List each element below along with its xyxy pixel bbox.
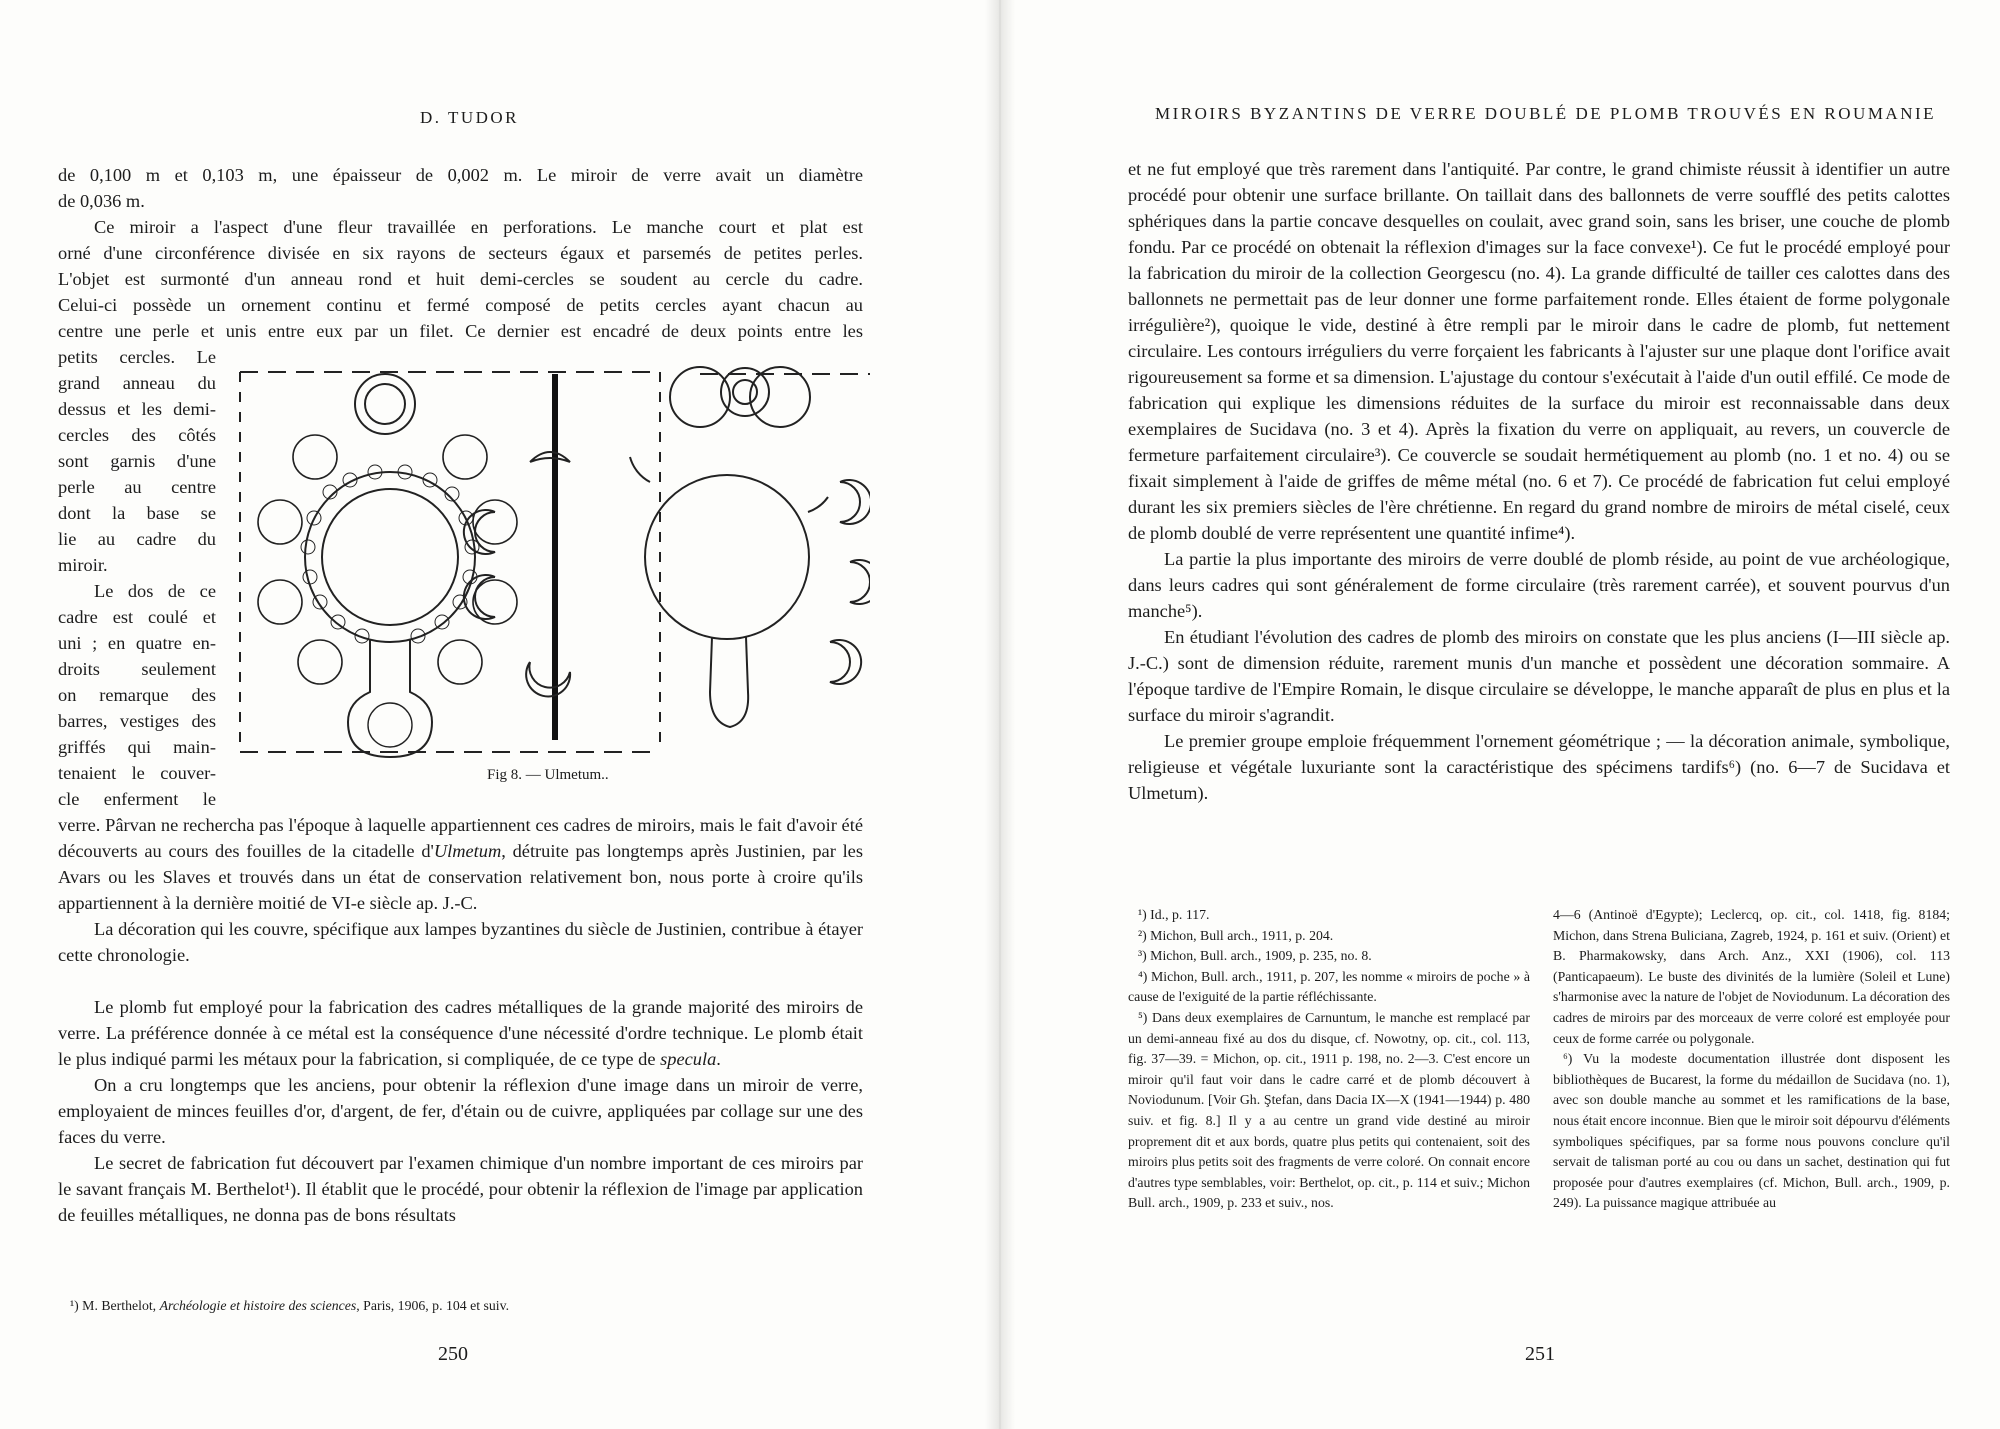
footnotes-column-2: [1553, 905, 1950, 1214]
paragraph: [58, 994, 863, 1072]
footnote: ⁵) Dans deux exemplaires de Carnuntum, le manche est remplacé par un demi-anneau fixé au dos du disque, cf. Nowotny, op. cit., col. 113, fig. 37—39. = Michon, op. cit., 1911 p. 198, no. 2—3. C'est encore un miroir qu'il faut voir dans le cadre carré et de plomb découvert à Noviodunum. [Voir Gh. Ştefan, dans Dacia IX—X (1941—1944) p. 480 suiv. et fig. 8.] Il y a au centre un grand vide destiné au miroir proprement dit et aux bords, quatre plus petits qui contenaient, soit des miroirs plus petits soit des fragments de verre coloré. On connait encore d'autres type semblables, voir: Berthelot, op. cit., p. 114 et suiv.; Michon Bull. arch., 1909, p. 233 et suiv., nos.: [1128, 1009, 1530, 1211]
text-line: cle enferment le: [58, 789, 216, 809]
text-line: barres, vestiges des: [58, 711, 216, 731]
text-span: .: [716, 1049, 721, 1069]
text-line: droits seulement: [58, 659, 216, 679]
right-page: [1010, 0, 2000, 1429]
body-text: [1128, 156, 1950, 806]
text-line: on remarque des: [58, 685, 216, 705]
text-line: dont la base se: [58, 503, 216, 523]
mirror-figure: [230, 362, 870, 762]
footnotes-column-1: [1128, 905, 1530, 1214]
paragraph: [58, 812, 863, 916]
paragraph: La partie la plus importante des miroirs de verre doublé de plomb réside, au point de vue archéologique, dans leurs cadres qui sont généralement de forme circulaire (très rarement carrée), et souvent pourvus d'un manche⁵).: [1128, 549, 1950, 621]
running-header: D. TUDOR: [420, 108, 520, 127]
paragraph: La décoration qui les couvre, spécifique aux lampes byzantines du siècle de Justinien, contribue à étayer cette chronologie.: [58, 919, 863, 965]
text-line: lie au cadre du: [58, 529, 216, 549]
text-line: centre une perle et unis entre eux par un filet. Ce dernier est encadré de deux points entre les: [58, 321, 863, 341]
page-number: 250: [438, 1343, 468, 1365]
paragraph: On a cru longtemps que les anciens, pour obtenir la réflexion d'une image dans un miroir de verre, employaient de minces feuilles d'or, d'argent, de fer, d'étain ou de cuivre, appliquées par collage sur une des faces du verre.: [58, 1075, 863, 1147]
text-line: orné d'une circonférence divisée en six rayons de secteurs égaux et parsemés de petites perles.: [58, 243, 863, 263]
text-line: L'objet est surmonté d'un anneau rond et huit demi-cercles se soudent au cercle du cadre.: [58, 269, 863, 289]
italic-span: Ulmetum: [433, 841, 502, 861]
text-line: cercles des côtés: [58, 425, 216, 445]
page-number: 251: [1525, 1343, 1555, 1365]
paragraph: En étudiant l'évolution des cadres de plomb des miroirs on constate que les plus anciens (I—III siècle ap. J.-C.) sont de dimension réduite, rarement munis d'un manche et possèdent une décoration sommaire. A l'époque tardive de l'Empire Romain, le disque circulaire se développe, le manche apparaît de plus en plus et la surface du miroir s'agrandit.: [1128, 627, 1950, 725]
footnote: ¹) Id., p. 117.: [1138, 907, 1210, 922]
mirror-back: [464, 367, 870, 727]
text-span: Le plomb fut employé pour la fabrication des cadres métalliques de la grande majorité des miroirs de verre. La préférence donnée à ce métal est la conséquence d'une nécessité d'ordre technique. Le plomb était le plus indiqué parmi les métaux pour la fabrication, si compliquée, de ce type de: [58, 997, 863, 1069]
footnote: 4—6 (Antinoë d'Egypte); Leclercq, op. cit., col. 1418, fig. 8184; Michon, dans Strena Buliciana, Zagreb, 1924, p. 161 et suiv. (Orient) et B. Pharmakowsky, dans Arch. Anz., XXI (1906), col. 113 (Panticapaeum). Le buste des divinités de la lumière (Soleil et Lune) s'harmonise avec la nature de l'objet de Noviodunum. La décoration des cadres de miroirs par des morceaux de verre coloré est employée pour ceux de forme carrée ou polygonale.: [1553, 907, 1950, 1046]
text-line: griffés qui main-: [58, 737, 216, 757]
scale-bar: [552, 374, 558, 740]
opening-lines: [58, 162, 863, 214]
text-line: miroir.: [58, 555, 108, 575]
paragraph: [58, 214, 863, 344]
narrow-column: [58, 344, 216, 812]
footnote: ⁶) Vu la modeste documentation illustrée dont disposent les bibliothèques de Bucarest, la forme du médaillon de Sucidava (no. 1), avec son double manche au sommet et les ramifications de la base, nous était encore inconnue. Bien que le miroir soit dépourvu d'éléments symboliques spécifiques, par sa forme nous pouvons conclure qu'il servait de talisman porté au cou ou dans un sachet, destination qui fut proposée pour d'autres exemplaires (cf. Michon, Bull. arch., 1909, p. 249). La puissance magique attribuée au: [1553, 1051, 1950, 1211]
text-span: , Paris, 1906, p. 104 et suiv.: [356, 1298, 510, 1313]
paragraph: Le premier groupe emploie fréquemment l'ornement géométrique ; — la décoration animale, symbolique, religieuse et végétale luxuriante sont la caractéristique des spécimens tardifs⁶) (no. 6—7 de Sucidava et Ulmetum).: [1128, 731, 1950, 803]
body-lower: [58, 812, 863, 1228]
text-span: ¹) M. Berthelot,: [70, 1298, 160, 1313]
figure-caption: Fig 8. — Ulmetum..: [487, 767, 609, 783]
footnote: ³) Michon, Bull. arch., 1909, p. 235, no. 8.: [1138, 948, 1372, 964]
text-line: Le dos de ce: [94, 581, 216, 601]
text-line: de 0,036 m.: [58, 191, 145, 211]
text-line: cadre est coulé et: [58, 607, 216, 627]
paragraph: et ne fut employé que très rarement dans l'antiquité. Par contre, le grand chimiste réussit à identifier un autre procédé pour obtenir une surface brillante. On taillait dans des ballonnets de verre soufflé des petits calottes sphériques dans la partie concave desquelles on coulait, avec grand soin, sans les briser, une couche de plomb fondu. Par ce procédé on obtenait la réflexion d'images sur la face convexe¹). Ce fut le procédé employé pour la fabrication du miroir de la collection Georgescu (no. 4). La grande difficulté de tailler ces calottes dans des ballonnets ne permettait pas de leur donner une forme parfaitement ronde. Elles étaient de forme polygonale irrégulière²), quoique le vide, destiné à être rempli par le miroir dans le cadre de plomb, fut nettement circulaire. Les contours irréguliers du verre forçaient les fabricants à l'ajuster sur une plaque dont l'orifice avait rigoureusement sa forme et sa dimension. L'ajustage du contour s'exécutait à l'aide d'un outil effilé. Ce mode de fabrication qui explique les dimensions réduites de la surface du miroir est reconnaissable dans deux exemplaires de Sucidava (no. 3 et 4). Après la fixation du verre on appliquait, au revers, un couvercle de fermeture parfaitement circulaire³). Ce couvercle se soudait hermétiquement au plomb (no. 1 et no. 4) ou se fixait simplement à l'aide de griffes de même métal (no. 6 et 7). Ce procédé de fabrication fut celui employé durant les six premiers siècles de l'ère chrétienne. En regard du grand nombre de miroirs de métal ciselé, ceux de plomb doublé de verre représentent une quantité infime⁴).: [1128, 159, 1950, 543]
text-line: Ce miroir a l'aspect d'une fleur travaillée en perforations. Le manche court et plat est: [94, 217, 863, 237]
text-line: sont garnis d'une: [58, 451, 216, 471]
text-line: Celui-ci possède un ornement continu et fermé composé de petits cercles ayant chacun au: [58, 295, 863, 315]
footnote: ⁴) Michon, Bull. arch., 1911, p. 207, les nomme « miroirs de poche » à cause de l'exiguité de la partie réfléchissante.: [1128, 968, 1530, 1005]
text-line: grand anneau du: [58, 373, 216, 393]
text-span: verre. Pârvan ne rechercha pas l'époque à laquelle appartiennent ces cadres de miroirs, mais le fait d'avoir été découverts au cours des fouilles de la citadelle d': [58, 815, 863, 861]
text-line: tenaient le couver-: [58, 763, 216, 783]
text-line: uni ; en quatre en-: [58, 633, 216, 653]
left-page: [0, 0, 990, 1429]
paragraph: Le secret de fabrication fut découvert par l'examen chimique d'un nombre important de ces miroirs par le savant français M. Berthelot¹). Il établit que le procédé, pour obtenir la réflexion de l'image par application de feuilles métalliques, ne donna pas de bons résultats: [58, 1153, 863, 1225]
footnote: ²) Michon, Bull arch., 1911, p. 204.: [1138, 927, 1334, 943]
text-line: de 0,100 m et 0,103 m, une épaisseur de 0,002 m. Le miroir de verre avait un diamètre: [58, 165, 863, 185]
text-span: , détruite pas longtemps après Justinien, par les Avars ou les Slaves et trouvés dans un état de conservation relativement bon, nous porte à croire qu'ils appartiennent à la dernière moitié de VI-e siècle ap. J.-C.: [58, 841, 863, 913]
italic-span: specula: [660, 1049, 717, 1069]
footnote: [70, 1296, 860, 1317]
mirror-front: [258, 374, 517, 757]
italic-span: Archéologie et histoire des sciences: [159, 1298, 357, 1313]
text-line: petits cercles. Le: [58, 347, 216, 367]
text-line: perle au centre: [58, 477, 216, 497]
running-header: MIROIRS BYZANTINS DE VERRE DOUBLÉ DE PLOMB TROUVÉS EN ROUMANIE: [1155, 104, 1937, 123]
text-line: dessus et les demi-: [58, 399, 216, 419]
